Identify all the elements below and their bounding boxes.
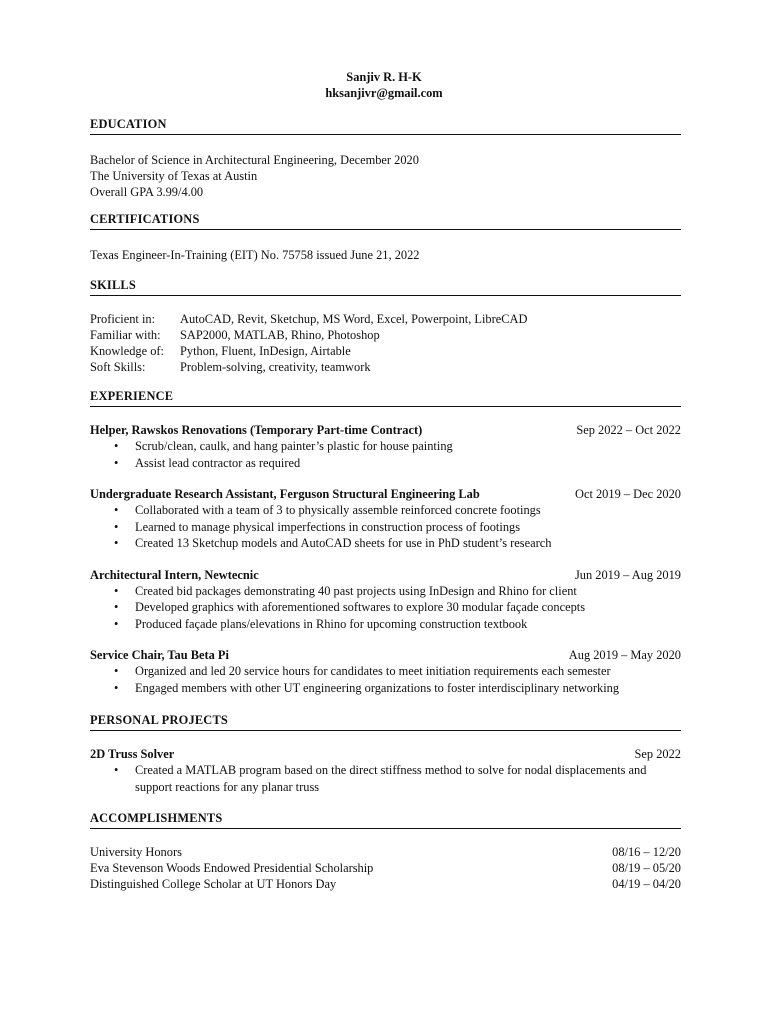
skills-value: AutoCAD, Revit, Sketchup, MS Word, Excel, Powerpoint, LibreCAD [180,312,528,326]
project-dates: Sep 2022 [634,747,681,761]
skills-row [90,327,681,343]
job-bullets [90,438,681,471]
accomplishment-row [90,860,681,876]
skills-value: Python, Fluent, InDesign, Airtable [180,344,351,358]
resume-header [0,69,768,101]
skills-label: Knowledge of: [90,344,164,358]
accomplishments-heading: ACCOMPLISHMENTS [90,810,681,829]
bullet-item: • Learned to manage physical imperfections in construction process of footings [90,519,681,536]
job-bullets [90,663,681,696]
bullet-item: • Produced façade plans/elevations in Rhino for upcoming construction textbook [90,616,681,633]
applicant-email: hksanjivr@gmail.com [325,86,443,100]
projects-section [90,712,681,795]
accomplishment-dates: 08/19 – 05/20 [612,861,681,875]
job-dates: Jun 2019 – Aug 2019 [574,567,681,582]
accomplishment-dates: 04/19 – 04/20 [612,877,681,891]
skills-label: Proficient in: [90,312,156,326]
job-bullets [90,502,681,552]
education-school: The University of Texas at Austin [90,169,258,183]
skills-row [90,343,681,359]
skills-row [90,359,681,375]
certifications-heading: CERTIFICATIONS [90,211,681,230]
job-title: Architectural Intern, Newtecnic [90,567,259,582]
education-degree: Bachelor of Science in Architectural Engineering, December 2020 [90,153,419,167]
certifications-section [90,211,681,263]
accomplishments-section [90,810,681,892]
job-title: Service Chair, Tau Beta Pi [90,648,229,662]
job-title: Helper, Rawskos Renovations (Temporary Part-time Contract) [90,423,423,437]
skills-value: Problem-solving, creativity, teamwork [180,360,371,374]
education-heading: EDUCATION [90,116,681,135]
bullet-item: • Scrub/clean, caulk, and hang painter’s plastic for house painting [90,438,681,455]
job-title: Undergraduate Research Assistant, Ferguson Structural Engineering Lab [90,487,480,501]
accomplishment-row [90,876,681,892]
skills-heading: SKILLS [90,277,681,296]
skills-value: SAP2000, MATLAB, Rhino, Photoshop [180,328,380,342]
accomplishment-dates: 08/16 – 12/20 [612,845,681,859]
project-title: 2D Truss Solver [90,747,175,761]
applicant-name: Sanjiv R. H-K [346,70,422,84]
project-entry [90,746,681,795]
experience-heading: EXPERIENCE [90,388,681,407]
accomplishment-row [90,844,681,860]
job-dates: Oct 2019 – Dec 2020 [575,487,681,501]
skills-label: Familiar with: [90,328,161,342]
education-gpa: Overall GPA 3.99/4.00 [90,185,204,199]
bullet-item: • Engaged members with other UT engineering organizations to foster interdisciplinary networking [90,680,681,697]
experience-section [90,388,681,696]
bullet-item: • Organized and led 20 service hours for candidates to meet initiation requirements each semester [90,663,681,680]
accomplishment-name: Eva Stevenson Woods Endowed Presidential Scholarship [90,861,374,875]
bullet-item: • Assist lead contractor as required [90,455,681,472]
job-entry [90,567,681,633]
skills-section [90,277,681,375]
job-entry [90,647,681,696]
job-dates: Sep 2022 – Oct 2022 [576,423,681,437]
projects-heading: PERSONAL PROJECTS [90,712,681,731]
job-dates: Aug 2019 – May 2020 [568,648,681,662]
skills-label: Soft Skills: [90,360,146,374]
project-bullets [90,762,681,795]
accomplishment-name: University Honors [90,845,182,859]
bullet-item: • Created bid packages demonstrating 40 past projects using InDesign and Rhino for client [90,583,681,600]
job-entry [90,422,681,471]
certification-item: Texas Engineer-In-Training (EIT) No. 75758 issued June 21, 2022 [90,248,420,262]
bullet-item: • Collaborated with a team of 3 to physically assemble reinforced concrete footings [90,502,681,519]
skills-row [90,311,681,327]
bullet-item: • Developed graphics with aforementioned softwares to explore 30 modular façade concepts [90,599,681,616]
bullet-item: • Created 13 Sketchup models and AutoCAD sheets for use in PhD student’s research [90,535,681,552]
bullet-item: • Created a MATLAB program based on the direct stiffness method to solve for nodal displacements and support reactions for any planar truss [90,762,681,795]
job-entry [90,486,681,552]
accomplishment-name: Distinguished College Scholar at UT Honors Day [90,877,337,891]
education-section [90,116,681,200]
job-bullets [90,583,681,633]
